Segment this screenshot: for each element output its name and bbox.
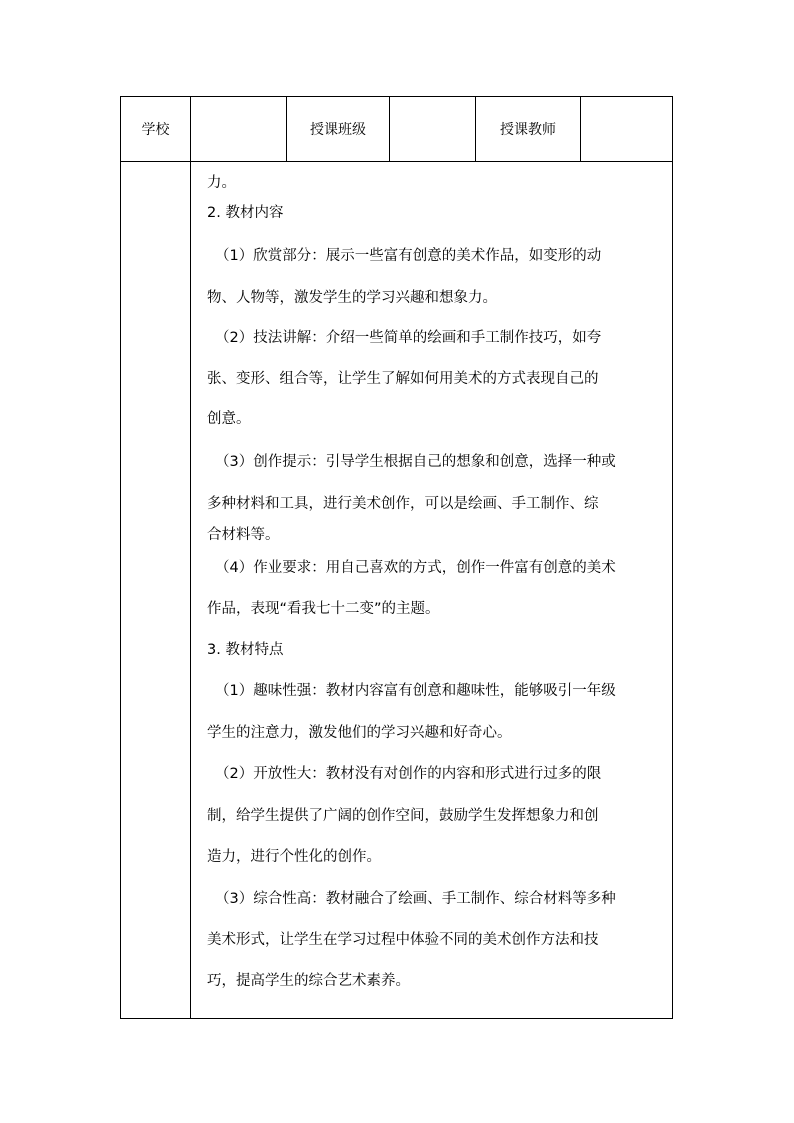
- text-line: （1）趣味性强：教材内容富有创意和趣味性，能够吸引一年级: [215, 683, 616, 699]
- text-line: （1）欣赏部分：展示一些富有创意的美术作品，如变形的动: [215, 248, 602, 264]
- text-line: （3）创作提示：引导学生根据自己的想象和创意，选择一种或: [215, 454, 616, 470]
- school-value[interactable]: [191, 97, 286, 161]
- section-heading: 2. 教材内容: [207, 205, 284, 221]
- content-cell: [191, 162, 672, 1018]
- teacher-value[interactable]: [581, 97, 672, 161]
- text-line: 造力，进行个性化的创作。: [207, 849, 381, 865]
- header-row: [121, 97, 672, 162]
- text-line: 创意。: [207, 411, 251, 427]
- section-heading: 3. 教材特点: [207, 642, 284, 658]
- text-line: 作品，表现“看我七十二变”的主题。: [207, 601, 440, 617]
- text-line: 制，给学生提供了广阔的创作空间，鼓励学生发挥想象力和创: [207, 808, 599, 824]
- class-label: 授课班级: [310, 122, 366, 138]
- text-line: 美术形式，让学生在学习过程中体验不同的美术创作方法和技: [207, 932, 599, 948]
- text-line: 合材料等。: [207, 527, 280, 543]
- lesson-plan-table: [120, 96, 673, 1019]
- text-line: （2）技法讲解：介绍一些简单的绘画和手工制作技巧，如夸: [215, 330, 602, 346]
- teacher-label: 授课教师: [500, 122, 556, 138]
- text-line: 巧，提高学生的综合艺术素养。: [207, 973, 410, 989]
- text-line: 学生的注意力，激发他们的学习兴趣和好奇心。: [207, 725, 512, 741]
- class-value[interactable]: [390, 97, 475, 161]
- text-line: （2）开放性大：教材没有对创作的内容和形式进行过多的限: [215, 766, 602, 782]
- text-line: 张、变形、组合等，让学生了解如何用美术的方式表现自己的: [207, 371, 599, 387]
- text-line: 力。: [207, 175, 236, 191]
- school-label: 学校: [141, 122, 170, 138]
- text-line: （4）作业要求：用自己喜欢的方式，创作一件富有创意的美术: [215, 560, 616, 576]
- text-line: （3）综合性高：教材融合了绘画、手工制作、综合材料等多种: [215, 891, 616, 907]
- text-line: 多种材料和工具，进行美术创作，可以是绘画、手工制作、综: [207, 496, 599, 512]
- text-line: 物、人物等，激发学生的学习兴趣和想象力。: [207, 290, 497, 306]
